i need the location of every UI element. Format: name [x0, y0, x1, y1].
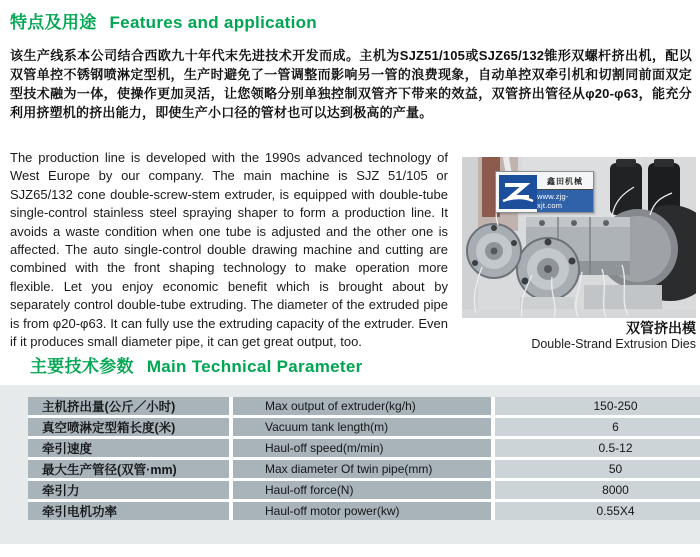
parameters-section-heading [30, 352, 363, 377]
photo-watermark [495, 171, 594, 213]
xintian-logo-icon [499, 175, 537, 209]
parameters-heading-zh: 主要技术参数 [30, 357, 134, 376]
param-name-en: Haul-off speed(m/min) [233, 439, 491, 457]
features-paragraph-zh: 该生产线系本公司结合西欧九十年代末先进技术开发而成。主机为SJZ51/105或SJZ65/132锥形双螺杆挤出机，配以双管单控不锈钢喷淋定型机，生产时避免了一管调整而影响另一管的浪费现象，自动单控双牵引机和切割同前面双定型技术融为一体，使操作更加灵活，让您领略分别单独控制双管齐下带来的效益，双管挤出管径从φ20-φ63，能充分利用挤塑机的挤出能力，即使生产小口径的管材也可以达到极高的产量。 [10, 48, 692, 120]
param-name-zh: 最大生产管径(双管·mm) [28, 460, 229, 478]
features-section-heading [10, 8, 317, 33]
param-name-en: Max diameter Of twin pipe(mm) [233, 460, 491, 478]
param-name-zh: 真空喷淋定型箱长度(米) [28, 418, 229, 436]
features-heading-zh: 特点及用途 [10, 13, 97, 32]
param-value: 0.5-12 [495, 439, 700, 457]
param-name-zh: 牵引速度 [28, 439, 229, 457]
photo-caption-zh: 双管挤出模 [626, 320, 696, 336]
watermark-company-name: 鑫田机械 [537, 172, 593, 190]
param-value: 150-250 [495, 397, 700, 415]
param-value: 8000 [495, 481, 700, 499]
watermark-url: www.zjg-xjt.com [537, 190, 593, 212]
param-name-zh: 牵引电机功率 [28, 502, 229, 520]
features-heading-en: Features and application [109, 13, 317, 32]
param-name-zh: 主机挤出量(公斤／小时) [28, 397, 229, 415]
parameters-table [28, 397, 700, 520]
param-value: 6 [495, 418, 700, 436]
machine-photo [462, 157, 696, 318]
param-value: 0.55X4 [495, 502, 700, 520]
features-paragraph-en: The production line is developed with the 1990s advanced technology of West Europe by our company. The main machine is SJZ 51/105 or SJZ65/132 cone double-screw-stem extruder, is equipped with double-tube single-control stainless steel spraying shaper to form a production line. It avoids a waste condition when one tube is adjusted and the other one is affected. The auto single-control double drawing machine and cutting are combined with the front shaping technology to make operation more flexible. Let you enjoy economic benefit which is brought about by separately control double-tube extruding. The diameter of the extruded pipe is from φ20-φ63. It can fully use the extruding capacity of the extruder. Even if it produces small diameter pipe, it can get great output, too. [10, 150, 448, 350]
param-value: 50 [495, 460, 700, 478]
param-name-zh: 牵引力 [28, 481, 229, 499]
parameters-heading-en: Main Technical Parameter [146, 357, 363, 376]
photo-caption [462, 320, 696, 353]
param-name-en: Haul-off force(N) [233, 481, 491, 499]
param-name-en: Vacuum tank length(m) [233, 418, 491, 436]
photo-caption-en: Double-Strand Extrusion Dies [531, 337, 696, 351]
param-name-en: Max output of extruder(kg/h) [233, 397, 491, 415]
param-name-en: Haul-off motor power(kw) [233, 502, 491, 520]
